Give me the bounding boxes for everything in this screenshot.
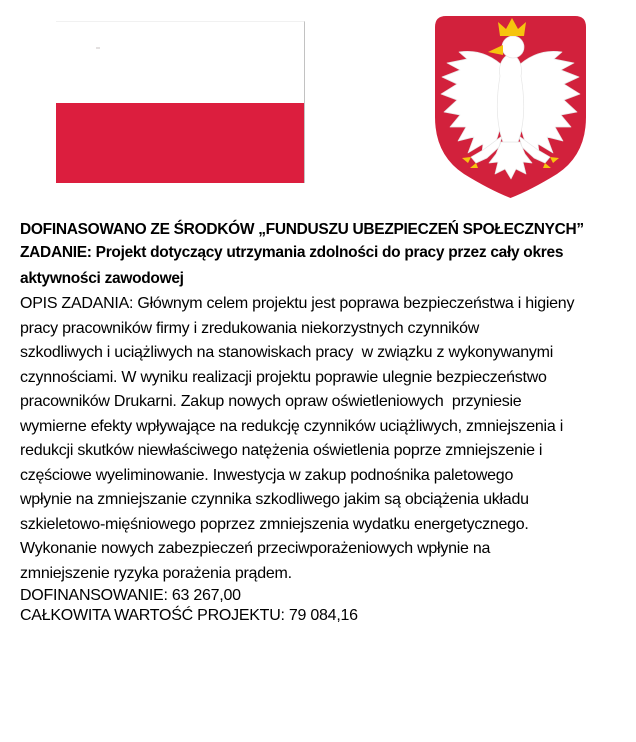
description-line: czynnościami. W wyniku realizacji projektu poprawie ulegnie bezpieczeństwo [20, 368, 547, 386]
description-line: wymierne efekty wpływające na redukcję czynników uciążliwych, zmniejszenia i [20, 417, 563, 435]
description-line: szkieletowo-mięśniowego poprzez zmniejszenia wydatku energetycznego. [20, 515, 529, 533]
task-heading-line-1: ZADANIE: Projekt dotyczący utrzymania zdolności do pracy przez cały okres [20, 244, 564, 261]
task-heading [20, 240, 636, 292]
description-line: redukcji skutków niewłaściwego natężenia oświetlenia poprze zmniejszenie i [20, 442, 543, 459]
description-line: Wykonanie nowych zabezpieczeń przeciwporażeniowych wpłynie na [20, 540, 491, 557]
description-line: pracy pracowników firmy i zredukowania niekorzystnych czynników [20, 319, 480, 337]
funding-amount-line: DOFINANSOWANIE: 63 267,00 [20, 587, 241, 604]
document-content [0, 220, 636, 626]
description-line: częściowe wyeliminowanie. Inwestycja w zakup podnośnika paletowego [20, 466, 514, 484]
eagle-body [497, 54, 524, 142]
task-heading-line-2: aktywności zawodowej [20, 270, 184, 287]
description-line: OPIS ZADANIA: Głównym celem projektu jest poprawa bezpieczeństwa i higieny [20, 295, 575, 312]
flag-red-stripe [56, 103, 304, 184]
task-description [20, 292, 636, 586]
poland-flag-icon [56, 21, 305, 183]
total-project-value-line: CAŁKOWITA WARTOŚĆ PROJEKTU: 79 084,16 [20, 607, 358, 624]
eagle-head [502, 36, 524, 58]
poland-coat-of-arms-icon [433, 14, 588, 200]
header-emblems [0, 0, 636, 220]
flag-white-stripe [56, 22, 304, 103]
description-line: szkodliwych i uciążliwych na stanowiskach pracy w związku z wykonywanymi [20, 344, 554, 361]
description-line: pracowników Drukarni. Zakup nowych opraw oświetleniowych przyniesie [20, 393, 522, 410]
funding-source-heading: DOFINASOWANO ZE ŚRODKÓW „FUNDUSZU UBEZPIECZEŃ SPOŁECZNYCH” [20, 221, 584, 238]
description-line: zmniejszenie ryzyka porażenia prądem. [20, 564, 292, 582]
description-line: wpłynie na zmniejszanie czynnika szkodliwego jakim są obciążenia układu [20, 491, 529, 508]
flag-artifact-speck [96, 47, 100, 49]
